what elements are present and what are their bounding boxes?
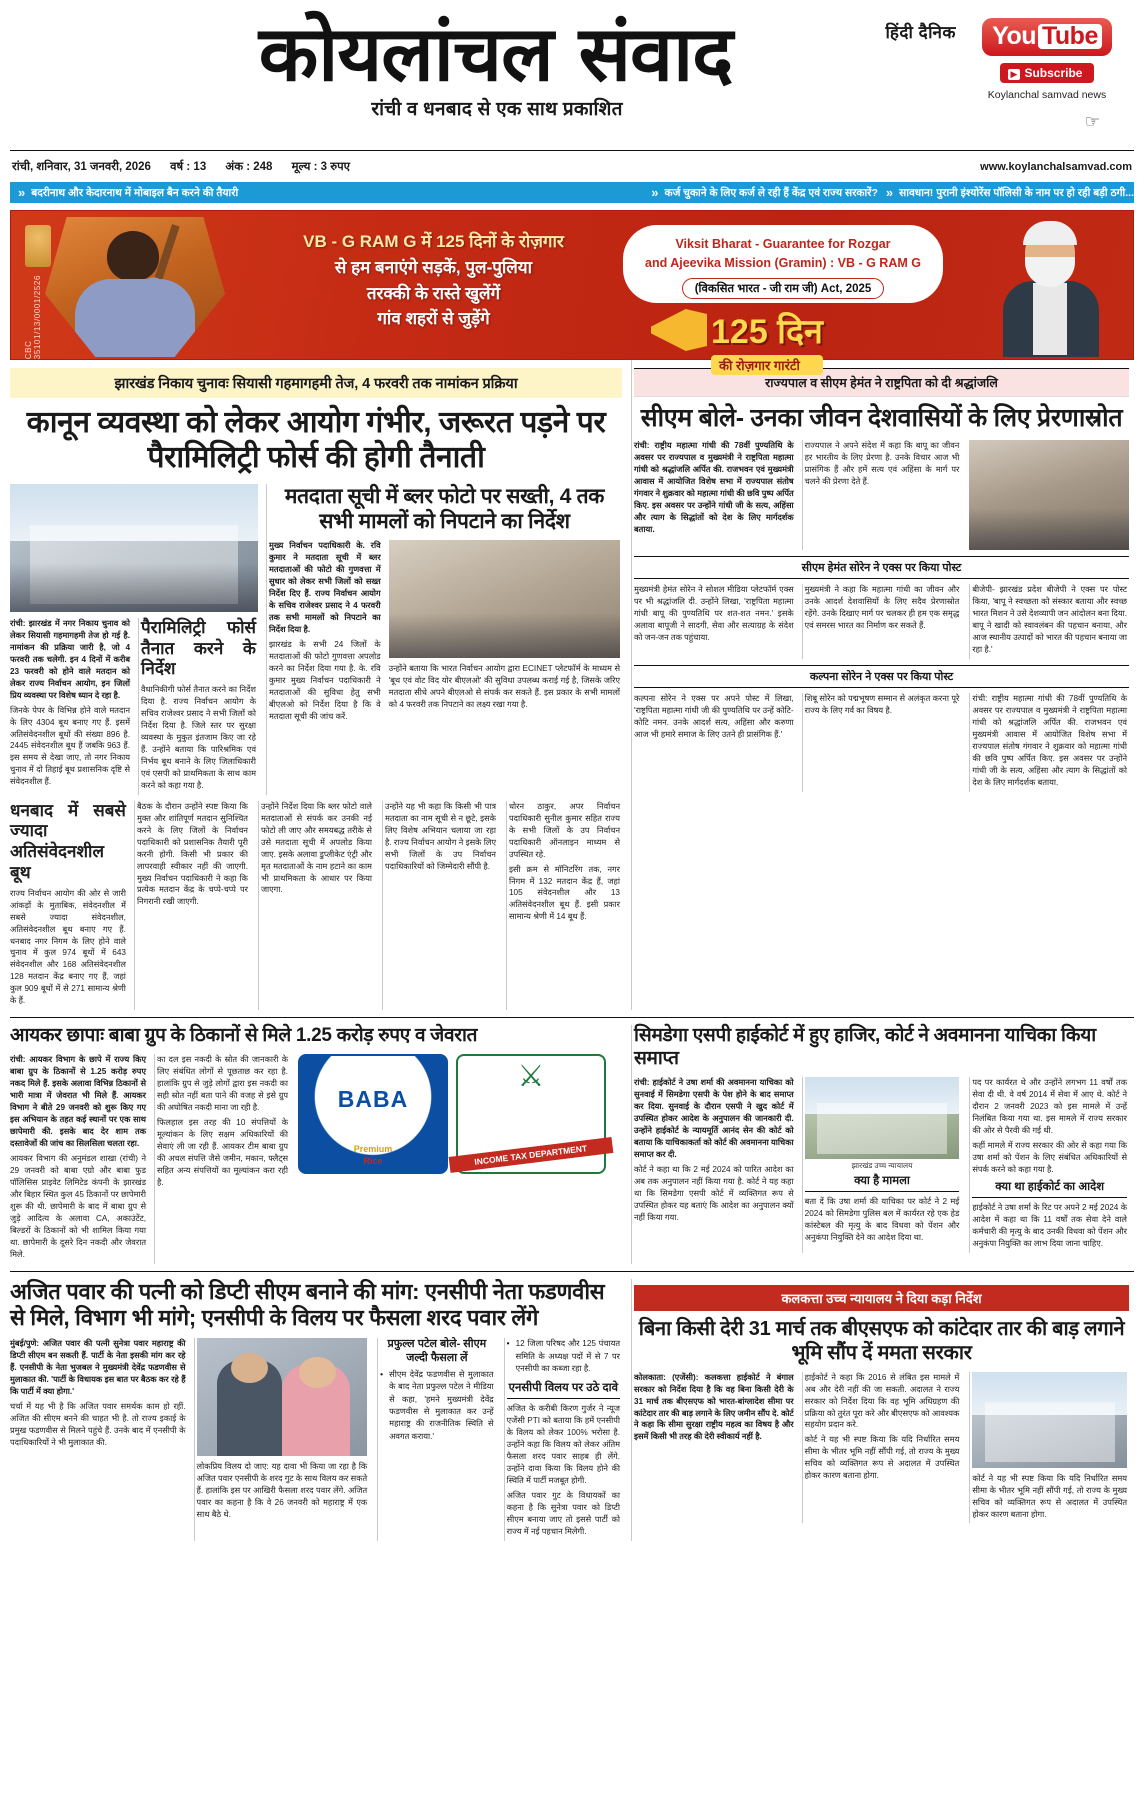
kolkata-hc-photo — [972, 1372, 1127, 1468]
masthead-subtitle: रांची व धनबाद से एक साथ प्रकाशित — [371, 99, 623, 121]
volume-number: वर्ष : 13 — [170, 161, 207, 173]
advertisement-banner[interactable] — [10, 210, 1134, 373]
simdega-text-4 — [972, 1202, 1127, 1250]
lead-lower-paragraph-4: उन्होंने यह भी कहा कि किसी भी पात्र मतदाता का नाम सूची से न छूटे, इसके लिए विशेष अभियान चलाया जा रहा है. राज्य निर्वाचन आयोग ने इसके लिए सभी जिलों के उप निर्वाचन पदाधिकारियों को जिम्मेदारी सौंपी है. — [384, 801, 496, 871]
kolkata-col-1 — [634, 1372, 794, 1524]
lead-lower-col-1 — [10, 801, 126, 1011]
court-photo-gate — [817, 1103, 947, 1154]
ad-scheme-en-2: and Ajeevika Mission (Gramin) : VB - G RAM G — [645, 255, 921, 270]
mid-paragraph-1: मुख्य निर्वाचन पदाधिकारी के. रवि कुमार ने मतदाता सूची में ब्लर मतदाताओं की फोटो की गुणवत्ता में सुधार को लेकर सभी जिलों को सख्त निर्देश दिए हैं. राज्य निर्वाचन आयोग के सचिव राजेश्वर प्रसाद ने 4 फरवरी तक सभी मामलों को निपटाने का निर्देश दिया है. — [269, 541, 381, 634]
lead-body-col-2 — [138, 618, 258, 795]
simdega-text-2 — [805, 1196, 960, 1244]
ajit-bullet-2: • सीएम देवेंद्र फडणवीस से मुलाकात के बाद नेता प्रफुल्ल पटेल ने मीडिया से कहा, 'हमने मुख्यमंत्री देवेंद्र फडणवीस से मुलाकात कर उन्हें महाराष्ट्र की राजनीतिक स्थिति से अवगत कराया.' — [380, 1369, 493, 1443]
ajit-pawar-headline: अजित पवार की पत्नी को डिप्टी सीएम बनाने की मांग: एनसीपी नेता फडणवीस से मिले, विभाग भी मांगे; एनसीपी के विलय पर फैसला शरद पवार लेंगे — [10, 1278, 605, 1330]
ajit-pawar-row — [10, 1338, 622, 1541]
simdega-subheading-1: क्या है मामला — [805, 1173, 960, 1192]
right-bottom-col-1 — [634, 693, 794, 792]
simdega-col-2 — [802, 1077, 962, 1253]
ajit-paragraph-1: मुंबई/पुणे: अजित पवार की पत्नी सुनेत्रा पवार महाराष्ट्र की डिप्टी सीएम बन सकती हैं. पार्टी के नेता इसकी मांग कर रहे हैं. एनसीपी के नेता भुजबल ने मुख्यमंत्री देवेंद्र फडणवीस से मुलाकात की. 'पार्टी के विधायक इस बात पर बैठक कर रहे हैं कि पार्टी में क्या होगा.' — [10, 1339, 186, 1397]
lead-photo-foreground — [10, 563, 258, 612]
mid-story-row — [269, 540, 620, 726]
simdega-text-3 — [972, 1077, 1127, 1176]
lead-photo — [10, 484, 258, 612]
right-story-column — [631, 360, 1131, 1010]
ticker-item-2[interactable] — [643, 185, 878, 200]
ad-scheme-en-1: Viksit Bharat - Guarantee for Rozgar — [675, 237, 891, 251]
ticker-item-3[interactable] — [878, 185, 1134, 200]
income-tax-department-logo — [456, 1054, 606, 1174]
ad-slogan-line-2: से हम बनाएंगे सड़कें, पुल-पुलिया — [334, 257, 533, 277]
lead-body-row — [10, 484, 622, 795]
simdega-col-3 — [969, 1077, 1129, 1253]
mid-story-photo-wrap — [389, 540, 620, 726]
right-paragraph-3: मुख्यमंत्री हेमंत सोरेन ने सोशल मीडिया प्लेटफॉर्म एक्स पर भी श्रद्धांजलि दी. उन्होंने लिखा, 'राष्ट्रपिता महात्मा गांधी बापू की पुण्यतिथि पर शत-शत नमन.' इसके अलावा बापूजी ने सादगी, सेवा और सत्याग्रह के संदेश को जन-जन तक पहुंचाया. — [634, 585, 794, 642]
lead-paragraph-1: रांची: झारखंड में नगर निकाय चुनाव को लेकर सियासी गहमागहमी तेज हो गई है. नामांकन की प्रक्रिया जारी है, जो 4 फरवरी तक चलेगी. इन 4 दिनों में करीब 23 फरवरी को होने वाले मतदान को लेकर राज्य निर्वाचन आयोग, इन जिलों प्रिय व्यवस्था पर विशेष ध्यान दे रहा है. — [10, 618, 130, 700]
mid-story-col-1 — [269, 540, 381, 726]
ajit-text-1 — [10, 1338, 186, 1449]
lead-lower-heading-1: धनबाद में सबसे ज्यादा अतिसंवेदनशील बूथ — [10, 800, 126, 882]
right-sub-heading-2: कल्पना सोरेन ने एक्स पर किया पोस्ट — [634, 665, 1129, 688]
it-raid-paragraph-2: आयकर विभाग की अनुमंडल शाखा (रांची) ने 29 जनवरी को बाबा एग्रो और बाबा फुड पॉलिसिस प्राइवेट लिमिटेड कंपनी के झारखंड और बिहार स्थित कुल 45 ठिकानों पर छापेमारी शुरू की थी. छापेमारी के बाद में बाबा ग्रुप से जुड़े आदित्य के अलावा CA, अकाउंटेंट, बिल्डरों के ठिकानों को भी शामिल किया गया था. छापेमारी के दूसरे दिन नकदी और जेवरात मिले. — [10, 1153, 146, 1259]
ad-worker-head — [107, 231, 159, 281]
ad-worker-body — [75, 279, 195, 359]
right-story-col-1 — [634, 440, 794, 550]
lead-lower-paragraph-3: उन्होंने निर्देश दिया कि ब्लर फोटो वाले मतदाताओं से संपर्क कर उनकी नई फोटो ली जाए और समयबद्ध तरीके से उसे मतदाता सूची में अपलोड किया जाए. इसके अलावा डुप्लीकेट एंट्री और मृत मतदाताओं के नाम हटाने का काम भी प्राथमिकता के आधार पर किया जाएगा. — [260, 801, 372, 895]
ajit-bullet-list — [380, 1369, 493, 1443]
right-story-bottom-row — [634, 693, 1129, 792]
mid-paragraph-3: उन्होंने बताया कि भारत निर्वाचन आयोग द्वारा ECINET प्लेटफॉर्म के माध्यम से 'बूथ एवं वोट विद योर बीएलओ' की सुविधा उपलब्ध कराई गई है, जिसके जरिए मतदाता सीधे अपने बीएलओ से संपर्क कर सकते हैं. इस प्रकार के सभी मामलों को 4 फरवरी तक निपटाने का लक्ष्य रखा गया है. — [388, 664, 620, 710]
middle-section — [10, 1025, 1134, 1263]
ad-slogan-line-3: तरक्की के रास्ते खुलेंगें — [366, 283, 501, 303]
right-paragraph-8: रांची: राष्ट्रीय महात्मा गांधी की 78वीं पुण्यतिथि के अवसर पर राज्यपाल व मुख्यमंत्री ने राष्ट्रपिता महात्मा गांधी को श्रद्धांजलि अर्पित की. राजभवन एवं मुख्यमंत्री आवास में आयोजित विशेष सभा में राज्यपाल संतोष गंगवार ने शुक्रवार को महात्मा गांधी की छवि पुष्प अर्पित किए. इस अवसर पर उन्होंने गांधी जी के सत्य, अहिंसा और त्याग के सिद्धांतों को देश के लिए मार्गदर्शक बताया. — [972, 693, 1127, 787]
baba-logo-rice: Rice — [363, 1156, 383, 1167]
ajit-col-3 — [377, 1338, 495, 1541]
lead-sub-box-heading: पैरामिलिट्री फोर्स तैनात करने के निर्देश — [141, 617, 256, 679]
right-mid-col-3 — [969, 584, 1129, 659]
right-sub-heading-1: सीएम हेमंत सोरेन ने एक्स पर किया पोस्ट — [634, 556, 1129, 579]
kolkata-photo-building — [985, 1402, 1115, 1462]
ajit-bullet-list-2 — [507, 1338, 620, 1375]
mid-story-headline: मतदाता सूची में ब्लर फोटो पर सख्ती, 4 तक सभी मामलों को निपटाने का निर्देश — [284, 484, 605, 533]
ajit-bullet-1: • 12 जिला परिषद और 125 पंचायत समिति के अध्यक्ष पदों में से 7 पर एनसीपी का कब्जा रहा है. — [507, 1338, 620, 1375]
government-emblem-icon — [25, 225, 51, 267]
ad-scheme-hi: (विकसित भारत - जी राम जी) Act, 2025 — [682, 278, 885, 299]
ajit-pawar-photo — [197, 1338, 368, 1456]
ajit-paragraph-3: लोकप्रिय विलय दो जाए: यह दावा भी किया जा रहा है कि अजित पवार एनसीपी के शरद गुट के साथ विलय कर सकते हैं. हालांकि इस पर आखिरी फैसला शरद पवार लेंगे. अजित पवार का कहना है कि वे 26 जनवरी को महाराष्ट्र में एक साथ बैठे थे. — [196, 1462, 368, 1520]
chevron-right-icon: » — [885, 185, 894, 200]
ajit-text-3 — [507, 1403, 620, 1538]
simdega-paragraph-3: बता दें कि उषा शर्मा की याचिका पर कोर्ट ने 2 मई 2024 को सिमडेगा पुलिस बल में कार्यरत रहे एक हेड कांस्टेबल की मृत्यु के बाद विधवा को पेंशन और अनुकंपा नियुक्ति देने का आदेश दिया था. — [804, 1196, 960, 1242]
ajit-paragraph-4: अजित के करीबी किरण गुर्जर ने न्यूज एजेंसी PTI को बताया कि हमें एनसीपी के विलय को लेकर 100% भरोसा है. उन्होंने कहा कि विलय को लेकर अंतिम फैसला शरद पवार साहब ही लेंगे. उन्होंने दावा किया कि विलय होने की स्थिति में पार्टी मजबूत होगी. — [506, 1404, 621, 1486]
website-url[interactable]: www.koylanchalsamvad.com — [980, 161, 1132, 173]
right-story-headline: सीएम बोले- उनका जीवन देशवासियों के लिए प्रेरणास्रोत — [640, 404, 1123, 432]
right-mid-col-2 — [802, 584, 962, 659]
ajit-col-2 — [194, 1338, 370, 1541]
lead-paragraph-3: वैधानिकीगी फोर्स तैनात करने का निर्देश दिया है. राज्य निर्वाचन आयोग के सचिव राजेश्वर प्रसाद ने सभी जिलों को निर्देश दिया है. जिले स्तर पर सुरक्षा व्यवस्था के मुकुत इंतजाम किए जा रहे हैं. उन्होंने बताया कि पारिश्रमिक एवं निर्भय बूथ बनाने के लिए जिलाधिकारी एवं एसपी को प्राथमिकता के साथ काम करने को कहा गया है. — [141, 684, 256, 790]
bottom-section — [10, 1279, 1134, 1541]
kolkata-text-4 — [972, 1473, 1127, 1521]
simdega-row — [634, 1077, 1129, 1253]
simdega-subheading-2: क्या था हाईकोर्ट का आदेश — [972, 1179, 1127, 1198]
it-raid-col-2 — [154, 1054, 290, 1263]
sunetra-head — [299, 1357, 337, 1388]
kolkata-headline: बिना किसी देरी 31 मार्च तक बीएसएफ को कांटेदार तार की बाड़ लगाने भूमि सौंप दें ममता सरकार — [638, 1317, 1125, 1364]
ajit-col-1 — [10, 1338, 186, 1541]
mid-story — [266, 484, 622, 795]
right-mid-col-1 — [634, 584, 794, 659]
right-paragraph-1: रांची: राष्ट्रीय महात्मा गांधी की 78वीं पुण्यतिथि के अवसर पर राज्यपाल व मुख्यमंत्री ने राष्ट्रपिता महात्मा गांधी को श्रद्धांजलि अर्पित की. राजभवन एवं मुख्यमंत्री आवास में आयोजित विशेष सभा में राज्यपाल संतोष गंगवार ने शुक्रवार को महात्मा गांधी की छवि पुष्प अर्पित किए. इस अवसर पर उन्होंने गांधी जी के सत्य, अहिंसा और त्याग के सिद्धांतों को देश के लिए मार्गदर्शक बताया. — [634, 441, 794, 534]
ad-scheme-card — [623, 225, 943, 303]
kolkata-paragraph-2: हाईकोर्ट ने कहा कि 2016 से लंबित इस मामले में अब और देरी नहीं की जा सकती. अदालत ने राज्य सरकार को निर्देश दिया कि वह भूमि अधिग्रहण की प्रक्रिया को तुरंत पूरा करे और बीएसएफ को आवश्यक सहयोग प्रदान करे. — [804, 1372, 960, 1430]
high-court-photo — [805, 1077, 960, 1159]
ajit-subkicker: प्रफुल्ल पटेल बोले- सीएम जल्दी फैसला लें — [387, 1338, 487, 1364]
high-court-photo-caption: झारखंड उच्च न्यायालय — [851, 1160, 913, 1170]
ajit-col-4 — [504, 1338, 622, 1541]
ajit-text-2 — [197, 1461, 368, 1521]
right-bottom-col-2 — [802, 693, 962, 792]
simdega-story — [631, 1025, 1131, 1263]
ad-days-badge — [711, 307, 823, 375]
lead-story-column — [10, 360, 622, 1010]
kolkata-kicker: कलकत्ता उच्च न्यायालय ने दिया कड़ा निर्देश — [634, 1285, 1129, 1311]
publication-date: रांची, शनिवार, 31 जनवरी, 2026 — [12, 161, 151, 173]
right-paragraph-2: राज्यपाल ने अपने संदेश में कहा कि बापू का जीवन हर भारतीय के लिए प्रेरणा है. उनके विचार आज भी प्रासंगिक हैं और हमें सत्य एवं अहिंसा के मार्ग पर चलने की प्रेरणा देते हैं. — [804, 441, 960, 486]
it-raid-col-1 — [10, 1054, 146, 1263]
masthead-info-bar — [10, 151, 1134, 179]
mid-photo-foreground — [389, 613, 620, 658]
mid-paragraph-2: झारखंड के सभी 24 जिलों के मतदाताओं की फोटो गुणवत्ता अपलोड करने का निर्देश दिया गया है. के. रवि कुमार मुख्य निर्वाचन पदाधिकारी ने मतदाताओं की सुविधा हेतु सभी बीएलओ को निर्देश दिया है कि वे मतदाता सूची की जांच करें. — [269, 639, 381, 721]
it-raid-story — [10, 1025, 622, 1263]
right-paragraph-6: कल्पना सोरेन ने एक्स पर अपने पोस्ट में लिखा, 'राष्ट्रपिता महात्मा गांधी जी की पुण्यतिथि पर उन्हें कोटि-कोटि नमन. उनके आदर्श सत्य, अहिंसा और करुणा आज भी हमारे समाज के लिए उतने ही प्रासंगिक हैं.' — [634, 693, 794, 739]
right-story-photo-wrap — [969, 440, 1129, 550]
lead-lower-col-2 — [134, 801, 250, 1011]
simdega-paragraph-2: कोर्ट ने कहा था कि 2 मई 2024 को पारित आदेश का अब तक अनुपालन नहीं किया गया है. कोर्ट ने यह कहा था कि सिमडेगा एसपी कोर्ट में व्यक्तिगत रूप से उपस्थित होकर यह बताएं कि आदेश का अनुपालन क्यों नहीं किया गया. — [634, 1164, 794, 1222]
lead-lower-columns — [10, 801, 622, 1011]
simdega-paragraph-4: पद पर कार्यरत थे और उन्होंने लगभग 11 वर्षों तक सेवा दी थी. वे वर्ष 2014 में सेवा में आए थे. कोर्ट ने दौरान 2 जनवरी 2023 को इस मामले में उन्हें निलंबित किया गया था. इस मामले में राज्य सरकार की ओर से पैरवी की गई थी. — [972, 1077, 1127, 1135]
right-story-mid-row — [634, 584, 1129, 659]
baba-logo-name: BABA — [337, 1086, 409, 1113]
lead-lower-paragraph-6: इसी क्रम से मॉनिटरिंग तक, नगर निगम में 132 मतदान केंद्र हैं, जहां 105 संवेदनशील और 13 अतिसंवेदनशील बूथ हैं. इसी प्रकार सामान्य श्रेणी में 14 बूथ हैं. — [508, 864, 620, 922]
mid-story-photo — [389, 540, 620, 658]
lead-lower-col-4 — [382, 801, 498, 1011]
kolkata-hc-story — [631, 1279, 1131, 1541]
lead-lower-paragraph-5: धोरन ठाकुर, अपर निर्वाचन पदाधिकारी सुनील कुमार सहित राज्य के सभी जिलों के उप निर्वाचन पदाधिकारी ऑनलाइन माध्यम से उपस्थित रहे. — [508, 801, 620, 859]
chevron-right-icon: » — [651, 185, 659, 200]
right-story-top-row — [634, 440, 1129, 550]
ad-pm-hair — [1023, 221, 1077, 245]
price: मूल्य : 3 रुपए — [291, 161, 351, 173]
section-divider-2 — [10, 1271, 1134, 1272]
youtube-you-text: You — [992, 22, 1036, 50]
right-photo-foreground — [969, 508, 1129, 550]
section-divider-1 — [10, 1017, 1134, 1018]
page-title: कोयलांचल संवाद — [258, 9, 733, 98]
right-bottom-col-3 — [969, 693, 1129, 792]
kolkata-col-2 — [802, 1372, 962, 1524]
lead-body-col-1 — [10, 618, 130, 795]
masthead — [10, 0, 1134, 150]
ad-pm-kurta — [1033, 283, 1067, 355]
kolkata-paragraph-1: कोलकाता: (एजेंसी): कलकत्ता हाईकोर्ट ने बंगाल सरकार को निर्देश दिया है कि वह बिना किसी देरी के 31 मार्च तक बीएसएफ को भारत-बांग्लादेश सीमा पर कांटेदार तार की बाड़ लगाने के लिए जमीन सौंप दे. कोर्ट ने कहा कि सीमा सुरक्षा राष्ट्रीय महत्व का विषय है और इसमें किसी भी तरह की देरी स्वीकार्य नहीं है. — [634, 1372, 794, 1442]
hindi-daily-label: हिंदी दैनिक — [885, 23, 956, 42]
ajit-paragraph-2: चर्चा में यह भी है कि अजित पवार समर्थक काम हो रहीं. अजित की सीएम बनने की चाहत भी है. तो राज्य इकाई के प्रमुख फडणवीस से मिलने पहुंचे हैं. उनके बाद में एनसीपी के पदाधिकारियों ने भी मुलाकात की. — [10, 1402, 186, 1448]
it-raid-paragraph-3: का दल इस नकदी के स्रोत की जानकारी के लिए संबंधित लोगों से पूछताछ कर रहा है. हालांकि ग्रुप से जुड़े लोगों द्वारा इस नकदी का सही स्रोत नहीं बता पाने की वजह से इसे ग्रुप की अघोषित नकदी माना जा रही है. — [157, 1055, 288, 1112]
kolkata-paragraph-4: कोर्ट ने यह भी स्पष्ट किया कि यदि निर्धारित समय सीमा के भीतर भूमि नहीं सौंपी गई, तो राज्य के मुख्य सचिव को व्यक्तिगत रूप से अदालत में उपस्थित होकर कारण बताना होगा. — [972, 1473, 1127, 1519]
ad-days-subtext: की रोज़गार गारंटी — [711, 355, 823, 375]
simdega-paragraph-6: हाईकोर्ट ने उषा शर्मा के रिट पर अपने 2 मई 2024 के आदेश में कहा था कि 11 वर्षों तक सेवा देने वाले कर्मचारी की मृत्यु के बाद उनकी विधवा को पेंशन और अनुकंपा नियुक्ति का लाभ दिया जाना चाहिए. — [972, 1202, 1127, 1248]
right-paragraph-4: मुख्यमंत्री ने कहा कि महात्मा गांधी का जीवन और उनके आदर्श देशवासियों के लिए सदैव प्रेरणास्रोत रहेंगे. उनके दिखाए मार्ग पर चलकर ही हम एक समृद्ध एवं समरस भारत का निर्माण कर सकते हैं. — [804, 585, 960, 630]
simdega-text-1 — [634, 1077, 794, 1224]
ad-code-text: CBC 35101/13/0001/2526 — [24, 275, 42, 360]
subscribe-label: Subscribe — [1024, 66, 1083, 80]
right-paragraph-5: बीजेपी- झारखंड प्रदेश बीजेपी ने एक्स पर पोस्ट किया, 'बापू ने स्वच्छता को संस्कार बताया और स्वच्छ भारत मिशन ने उसे देशव्यापी जन आंदोलन बना दिया. बापू ने खादी को स्वावलंबन की पहचान बनाया, और आज स्थानीय उत्पादों को भारत की पहचान बनाया जा रहा है.' — [972, 585, 1127, 654]
right-paragraph-7: शिबू सोरेन को पद्मभूषण सम्मान से अलंकृत करना पूरे राज्य के लिए गर्व का विषय है. — [804, 693, 960, 715]
ticker-text-3: सावधान! पुरानी इंश्योरेंस पॉलिसी के नाम पर हो रही बड़ी ठगी... — [899, 186, 1134, 199]
ad-slogan-block — [261, 229, 606, 332]
ad-days-number: 125 दिन — [711, 313, 823, 351]
it-raid-paragraph-1: रांची: आयकर विभाग के छापे में राज्य किए बाबा ग्रुप के ठिकानों से 1.25 करोड़ रुपए नकद मिले हैं. इसके अलावा विभिन्न ठिकानों से भारी मात्रा में जेवरात भी मिले हैं. आयकर विभाग ने बीते 29 जनवरी को शुरू किए गए इस अभियान के तहत कई स्थानों पर एक साथ छापेमारी की. इसके बाद देर शाम तक दस्तावेजों की जांच का सिलसिला चलता रहा. — [10, 1055, 146, 1148]
masthead-info-left — [12, 159, 366, 174]
baba-group-logo — [298, 1054, 448, 1174]
youtube-subscribe-button[interactable] — [1000, 63, 1095, 83]
ajit-pawar-story — [10, 1279, 622, 1541]
lead-lower-col-3 — [258, 801, 374, 1011]
ad-slogan-line-1: VB - G RAM G में 125 दिनों के रोज़गार — [303, 232, 564, 251]
ajit-head — [231, 1353, 269, 1384]
lead-kicker: झारखंड निकाय चुनावः सियासी गहमागहमी तेज, 4 फरवरी तक नामांकन प्रक्रिया — [10, 368, 622, 398]
play-icon: ▶ — [1008, 69, 1021, 80]
cursor-icon: ☞ — [1084, 112, 1100, 131]
ajit-paragraph-5: अजित पवार गुट के विधायकों का कहना है कि सुनेत्रा पवार को डिप्टी सीएम बनाया जाए तो इससे पार्टी को राज्य में नई पहचान मिलेगी. — [506, 1491, 621, 1536]
simdega-paragraph-5: कहीं मामले में राज्य सरकार की ओर से कहा गया कि उषा शर्मा को पेंशन के लिए संबंधित अधिकारियों से संपर्क करने को कहा गया है. — [972, 1140, 1127, 1174]
ticker-text-1: बदरीनाथ और केदारनाथ में मोबाइल बैन करने की तैयारी — [31, 186, 239, 199]
ad-pm-photo — [995, 219, 1107, 355]
baba-logo-wrap — [298, 1054, 448, 1263]
right-story-col-2 — [802, 440, 962, 550]
top-section — [10, 360, 1134, 1010]
lead-lower-paragraph-1: राज्य निर्वाचन आयोग की ओर से जारी आंकड़ों के मुताबिक, संवेदनशील में सबसे ज्यादा संवेदनशील, अतिसंवेदनशील बूथ बनाए गए हैं. धनबाद नगर निगम के लिए होने वाले चुनाव में कुल 974 बूथों में 643 संवेदनशील और 168 अतिसंवेदनशील 128 मतदान केंद्र बनाए गए हैं, जहां कुल 909 बूथों में से 271 सामान्य श्रेणी के हैं. — [10, 888, 126, 1006]
lead-headline: कानून व्यवस्था को लेकर आयोग गंभीर, जरूरत पड़ने पर पैरामिलिट्री फोर्स की होगी तैनाती — [26, 406, 606, 475]
itd-logo-label: INCOME TAX DEPARTMENT — [449, 1137, 613, 1173]
it-raid-paragraph-4: फिलहाल इस तरह की 10 संपत्तियों के मूल्यांकन के लिए सक्षम अधिकारियों की सेवाएं ली जा रही हैं. आयकर टीम बाबा ग्रुप की अचल संपत्ति जैसे जमीन, मकान, फ्लैट्स सहित अन्य संपत्तियों का मूल्यांकन करा रही है. — [157, 1117, 288, 1187]
lead-paragraph-2: जिनके पेपर के विभिन्न होने वाले मतदान के लिए 4304 बूथ बनाए गए हैं. इसमें अतिसंवेदनशील बूथों की संख्या 896 है. 2445 संवेदनशील बूथ हैं जबकि 963 हैं. इस समय से देखा जाए, तो नगर निकाय चुनाव में दो तिहाई बूथ प्रशासनिक दृष्टि से संवेदनशील हैं. — [10, 705, 130, 787]
ad-worker-photo — [45, 217, 225, 357]
right-story-kicker: राज्यपाल व सीएम हेमंत ने राष्ट्रपिता को दी श्रद्धांजलि — [634, 368, 1129, 397]
lead-lower-col-5 — [506, 801, 622, 1011]
headline-ticker — [10, 182, 1134, 203]
ashoka-emblem-icon: ⚔ — [517, 1060, 545, 1094]
ajit-subheading-2: एनसीपी विलय पर उठे दावे — [507, 1380, 620, 1399]
right-story-photo — [969, 440, 1129, 550]
youtube-tube-text: Tube — [1038, 24, 1102, 49]
baba-logo-premium: Premium — [353, 1143, 393, 1154]
mid-story-col-2 — [389, 663, 620, 711]
chevron-right-icon: » — [18, 185, 26, 200]
kolkata-row — [634, 1372, 1129, 1524]
issue-number: अंक : 248 — [225, 161, 273, 173]
youtube-handle: Koylanchal samvad news — [987, 89, 1107, 101]
ticker-item-1[interactable] — [10, 185, 238, 200]
youtube-promo[interactable] — [972, 18, 1122, 101]
kolkata-col-3 — [969, 1372, 1129, 1524]
megaphone-icon — [651, 309, 707, 351]
kolkata-paragraph-3: कोर्ट ने यह भी स्पष्ट किया कि यदि निर्धारित समय सीमा के भीतर भूमि नहीं सौंपी गई, तो राज्य के मुख्य सचिव को व्यक्तिगत रूप से अदालत में उपस्थित होकर कारण बताना होगा. — [804, 1435, 960, 1481]
simdega-headline: सिमडेगा एसपी हाईकोर्ट में हुए हाजिर, कोर्ट ने अवमानना याचिका किया समाप्त — [634, 1025, 1096, 1070]
simdega-col-1 — [634, 1077, 794, 1253]
lead-lower-paragraph-2: बैठक के दौरान उन्होंने स्पष्ट किया कि मुक्त और शांतिपूर्ण मतदान सुनिश्चित करने के लिए जिलों के निर्वाचन पदाधिकारी को प्रशासनिक तैयारी पूरी करनी होगी. किसी भी प्रकार की लापरवाही स्वीकार नहीं की जाएगी. मुख्य निर्वाचन पदाधिकारी ने कहा कि प्रत्येक मतदान केंद्र के चप्पे-चप्पे पर निगरानी रखी जाएगी. — [136, 801, 248, 907]
it-raid-row — [10, 1054, 622, 1263]
youtube-logo[interactable] — [982, 18, 1112, 56]
ticker-text-2: कर्ज चुकाने के लिए कर्ज ले रही हैं केंद्र एवं राज्य सरकारें? — [664, 186, 878, 199]
ad-slogan-line-4: गांव शहरों से जुड़ेंगे — [377, 309, 490, 329]
itd-logo-wrap — [456, 1054, 606, 1263]
simdega-paragraph-1: रांची: हाईकोर्ट ने उषा शर्मा की अवमानना याचिका को सुनवाई में सिमडेगा एसपी के पेश होने के बाद समाप्त कर दिया. सुनवाई के दौरान एसपी ने खुद कोर्ट में उपस्थित होकर आदेश के अनुपालन की जानकारी दी. उन्होंने हाईकोर्ट के न्यायमूर्ति आनंद सेन की कोर्ट को बताया कि याचिकाकर्ता को कोर्ट की अवमानना याचिका समाप्त कर दी. — [634, 1077, 794, 1159]
masthead-center — [10, 9, 1134, 121]
it-raid-headline: आयकर छापाः बाबा ग्रुप के ठिकानों से मिले 1.25 करोड़ रुपए व जेवरात — [10, 1025, 478, 1047]
lead-text-columns — [10, 618, 258, 795]
lead-left-sub — [10, 484, 258, 795]
